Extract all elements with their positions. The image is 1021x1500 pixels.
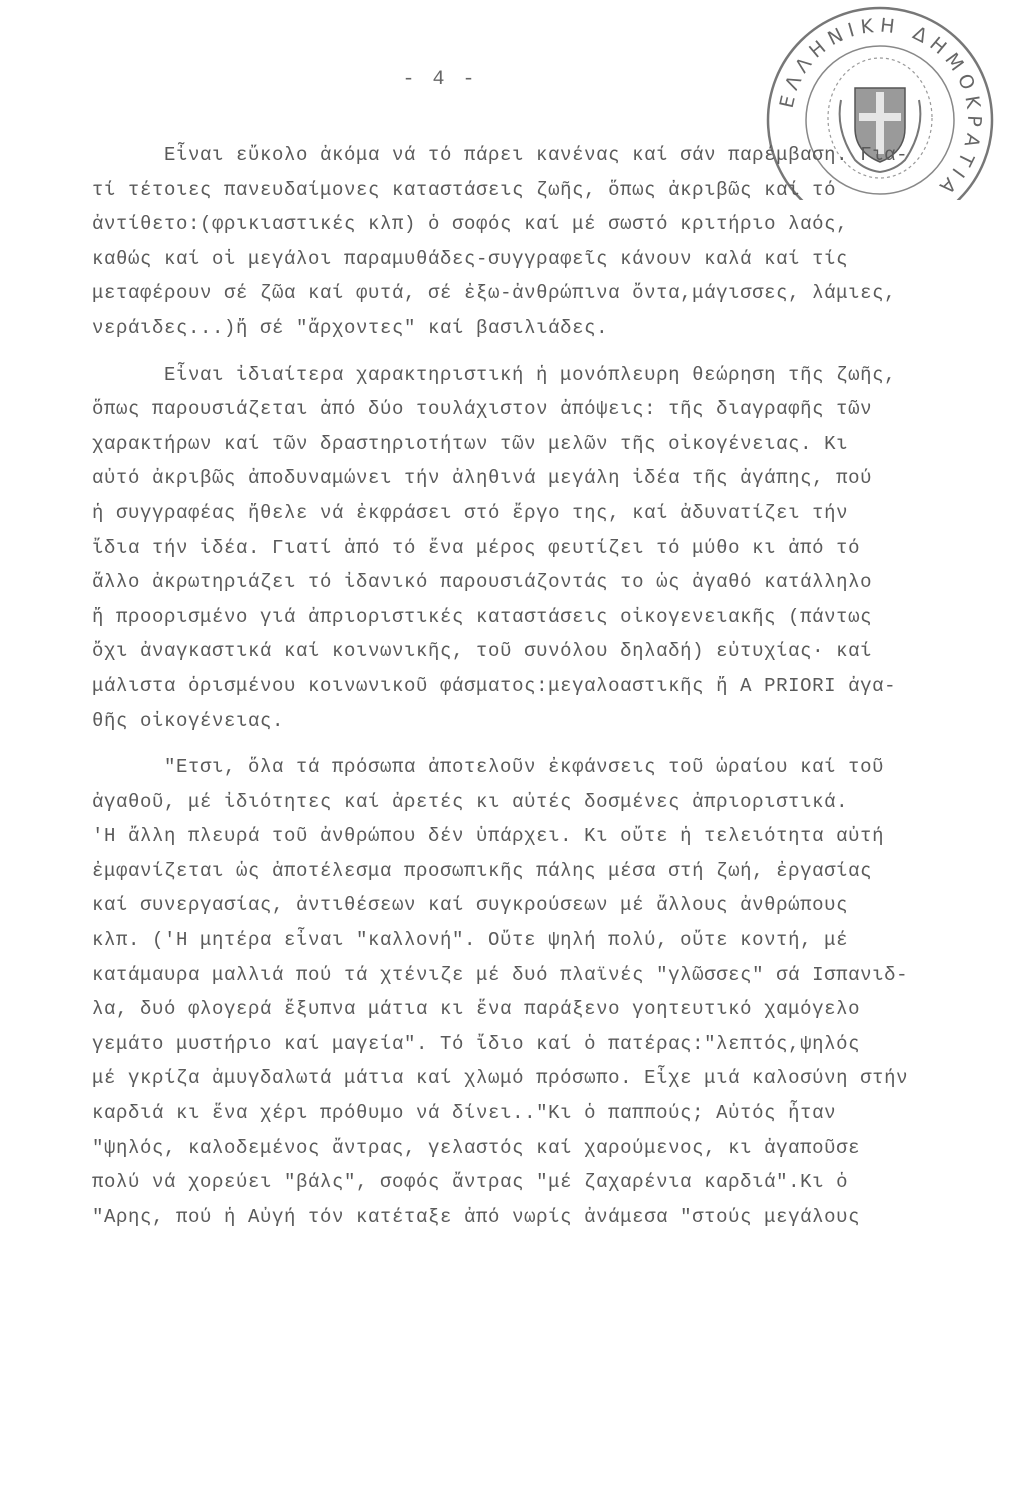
text-line: ἤ προορισμένο γιά ἀπριοριστικές καταστάσεις οἰκογενειακῆς (πάντως	[92, 605, 873, 628]
text-line: ὅπως παρουσιάζεται ἀπό δύο τουλάχιστον ἀπόψεις: τῆς διαγραφῆς τῶν	[92, 398, 873, 421]
text-line: κλπ. ('Η μητέρα εἶναι "καλλονή". Οὔτε ψηλή πολύ, οὔτε κοντή, μέ	[92, 929, 849, 952]
text-line: πολύ νά χορεύει "βάλς", σοφός ἄντρας "μέ ζαχαρένια καρδιά".Κι ὁ	[92, 1171, 849, 1194]
paragraph-gap	[92, 346, 992, 358]
paragraph	[92, 138, 992, 346]
paragraph-gap	[92, 738, 992, 750]
text-line: τί τέτοιες πανευδαίμονες καταστάσεις ζωῆς, ὅπως ἀκριβῶς καί τό	[92, 178, 837, 201]
text-line: θῆς οἰκογένειας.	[92, 709, 285, 732]
stamp-ring-text: ΕΛΛΗΝΙΚΗ ΔΗΜΟΚΡΑΤΙΑ	[775, 14, 986, 200]
text-line: χαρακτήρων καί τῶν δραστηριοτήτων τῶν μελῶν τῆς οἰκογένειας. Κι	[92, 432, 849, 455]
paragraph	[92, 358, 992, 739]
text-line: ἄλλο ἀκρωτηριάζει τό ἰδανικό παρουσιάζοντάς το ὡς ἀγαθό κατάλληλο	[92, 571, 873, 594]
text-line: νεράιδες...)ἤ σέ "ἄρχοντες" καί βασιλιάδες.	[92, 316, 609, 339]
text-line: "Αρης, πού ἡ Αὐγή τόν κατέταξε ἀπό νωρίς ἀνάμεσα "στούς μεγάλους	[92, 1205, 861, 1228]
text-line: ἀντίθετο:(φρικιαστικές κλπ) ὁ σοφός καί μέ σωστό κριτήριο λαός,	[92, 213, 849, 236]
text-line: καρδιά κι ἕνα χέρι πρόθυμο νά δίνει.."Κι ὁ παππούς; Αὐτός ἦταν	[92, 1102, 837, 1125]
text-line: καθώς καί οἱ μεγάλοι παραμυθάδες-συγγραφεῖς κάνουν καλά καί τίς	[92, 247, 849, 270]
text-line: αὐτό ἀκριβῶς ἀποδυναμώνει τήν ἀληθινά μεγάλη ἰδέα τῆς ἀγάπης, πού	[92, 467, 873, 490]
text-line: ἐμφανίζεται ὡς ἀποτέλεσμα προσωπικῆς πάλης μέσα στή ζωή, ἐργασίας	[92, 859, 873, 882]
page-number: - 4 -	[402, 68, 478, 91]
text-line: ἀγαθοῦ, μέ ἰδιότητες καί ἀρετές κι αὐτές δοσμένες ἀπριοριστικά.	[92, 790, 849, 813]
text-line: λα, δυό φλογερά ἔξυπνα μάτια κι ἕνα παράξενο γοητευτικό χαμόγελο	[92, 998, 861, 1021]
text-line: γεμάτο μυστήριο καί μαγεία". Τό ἴδιο καί ὁ πατέρας:"λεπτός,ψηλός	[92, 1032, 861, 1055]
text-line: ἡ συγγραφέας ἤθελε νά ἐκφράσει στό ἔργο της, καί ἀδυνατίζει τήν	[92, 501, 849, 524]
text-line: κατάμαυρα μαλλιά πού τά χτένιζε μέ δυό πλαϊνές "γλῶσσες" σά Ισπανιδ-	[92, 963, 909, 986]
text-line: Εἶναι ἰδιαίτερα χαρακτηριστική ἡ μονόπλευρη θεώρηση τῆς ζωῆς,	[164, 363, 897, 386]
text-line: μεταφέρουν σέ ζῶα καί φυτά, σέ ἐξω-ἀνθρώπινα ὄντα,μάγισσες, λάμιες,	[92, 282, 897, 305]
text-line: καί συνεργασίας, ἀντιθέσεων καί συγκρούσεων μέ ἄλλους ἀνθρώπους	[92, 894, 849, 917]
text-line: 'Η ἄλλη πλευρά τοῦ ἀνθρώπου δέν ὑπάρχει. Κι οὔτε ἡ τελειότητα αὐτή	[92, 825, 885, 848]
text-line: μέ γκρίζα ἀμυγδαλωτά μάτια καί χλωμό πρόσωπο. Εἶχε μιά καλοσύνη στήν	[92, 1067, 909, 1090]
body-text	[92, 138, 992, 1234]
text-line: ὄχι ἀναγκαστικά καί κοινωνικῆς, τοῦ συνόλου δηλαδή) εὐτυχίας· καί	[92, 640, 873, 663]
text-line: ἴδια τήν ἰδέα. Γιατί ἀπό τό ἕνα μέρος φευτίζει τό μύθο κι ἀπό τό	[92, 536, 861, 559]
paragraph	[92, 750, 992, 1234]
text-line: "ψηλός, καλοδεμένος ἄντρας, γελαστός καί χαρούμενος, κι ἀγαποῦσε	[92, 1136, 861, 1159]
text-line: "Ετσι, ὅλα τά πρόσωπα ἀποτελοῦν ἐκφάνσεις τοῦ ὡραίου καί τοῦ	[164, 756, 885, 779]
text-line: μάλιστα ὁρισμένου κοινωνικοῦ φάσματος:μεγαλοαστικῆς ἤ A PRIORI ἀγα-	[92, 674, 897, 697]
text-line: Εἶναι εὔκολο ἀκόμα νά τό πάρει κανένας καί σάν παρέμβαση. Για-	[164, 144, 909, 166]
